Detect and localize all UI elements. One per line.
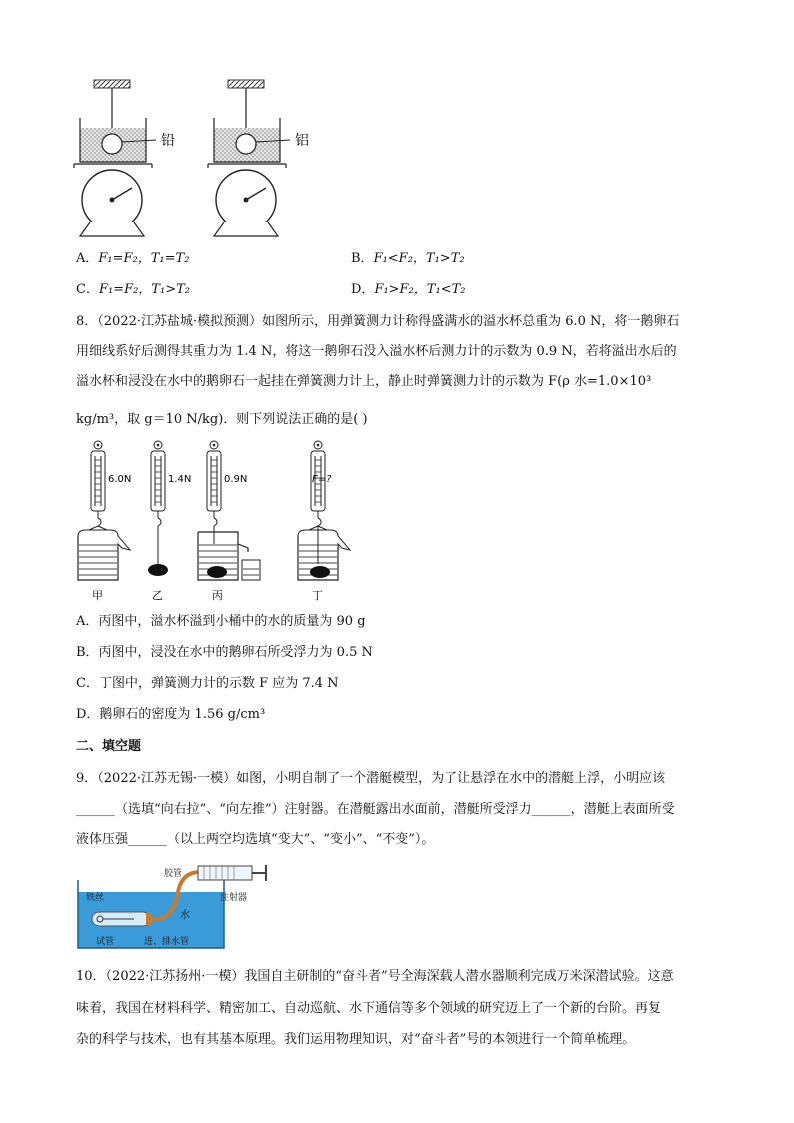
q9-line-1: 9．（2022·江苏无锡·一模）如图，小明自制了一个潜艇模型，为了让悬浮在水中的潜艇上浮，小明应该 (76, 771, 666, 786)
q9-line-3: 液体压强______（以上两空均选填“变大”、“变小”、“不变”）。 (76, 832, 435, 847)
scale-jia (78, 441, 130, 580)
label-rubber-tube: 胶管 (164, 869, 183, 879)
label-water: 水 (180, 910, 190, 921)
q8-option-c: C．丁图中，弹簧测力计的示数 F 应为 7.4 N (76, 676, 339, 691)
scale-yi (148, 441, 168, 576)
q8-option-d: D．鹅卵石的密度为 1.56 g/cm³ (76, 707, 266, 722)
q8-line-2: 用细线系好后测得其重力为 1.4 N，将这一鹅卵石没入溢水杯后测力计的示数为 0.9 N，若将溢出水后的 (76, 344, 677, 359)
scale-ding (298, 441, 350, 580)
reading-jia: 6.0N (108, 474, 132, 485)
q8-figure (72, 440, 362, 605)
caption-yi: 乙 (152, 589, 163, 602)
label-syringe: 注射器 (220, 893, 248, 903)
q10-line-3: 杂的科学与技术，也有其基本原理。我们运用物理知识，对“奋斗者”号的本领进行一个简单梳理。 (76, 1032, 636, 1047)
q9-line-2: ______（选填“向右拉”、“向左推”）注射器。在潜艇露出水面前，潜艇所受浮力______，潜艇上表面所受 (76, 802, 675, 817)
q8-line-4: kg/m³，取 g＝10 N/kg)．则下列说法正确的是( ) (76, 412, 368, 427)
caption-bing: 丙 (212, 589, 223, 602)
q7-option-d: D．F₁>F₂，T₁<T₂ (351, 282, 466, 297)
label-aluminum: 铝 (295, 133, 309, 149)
balance-right (208, 80, 290, 236)
reading-ding: F=? (312, 474, 332, 485)
q7-option-c: C．F₁=F₂，T₁>T₂ (76, 282, 190, 297)
q9-figure (74, 862, 270, 952)
caption-jia: 甲 (92, 589, 103, 602)
q10-line-1: 10．（2022·江苏扬州·一模）我国自主研制的“奋斗者”号全海深载人潜水器顺利完成万米深潜试验。这意 (76, 969, 674, 984)
q8-line-3: 溢水杯和浸没在水中的鹅卵石一起挂在弹簧测力计上，静止时弹簧测力计的示数为 F(ρ 水=1.0×10³ (76, 374, 652, 389)
balance-left (74, 80, 156, 236)
label-lead: 铅 (161, 133, 175, 149)
section-title: 二、填空题 (76, 739, 142, 754)
q7-figure (70, 76, 330, 241)
reading-bing: 0.9N (224, 474, 248, 485)
label-test-tube: 试管 (96, 937, 115, 947)
scale-bing (198, 441, 260, 580)
q8-line-1: 8．（2022·江苏盐城·模拟预测）如图所示，用弹簧测力计称得盛满水的溢水杯总重为 6.0 N，将一鹅卵石 (76, 314, 680, 329)
caption-ding: 丁 (312, 589, 323, 602)
label-iron-wire: 铁丝 (86, 893, 105, 903)
q7-option-a: A．F₁=F₂，T₁=T₂ (76, 251, 190, 266)
q8-option-b: B．丙图中，浸没在水中的鹅卵石所受浮力为 0.5 N (76, 645, 373, 660)
q7-option-b: B．F₁<F₂，T₁>T₂ (351, 251, 465, 266)
label-inlet-outlet-tube: 进、排水管 (144, 937, 190, 947)
q8-option-a: A．丙图中，溢水杯溢到小桶中的水的质量为 90 g (76, 614, 366, 629)
reading-yi: 1.4N (168, 474, 192, 485)
q10-line-2: 味着，我国在材料科学、精密加工、自动巡航、水下通信等多个领域的研究迈上了一个新的台阶。再复 (76, 1001, 662, 1016)
